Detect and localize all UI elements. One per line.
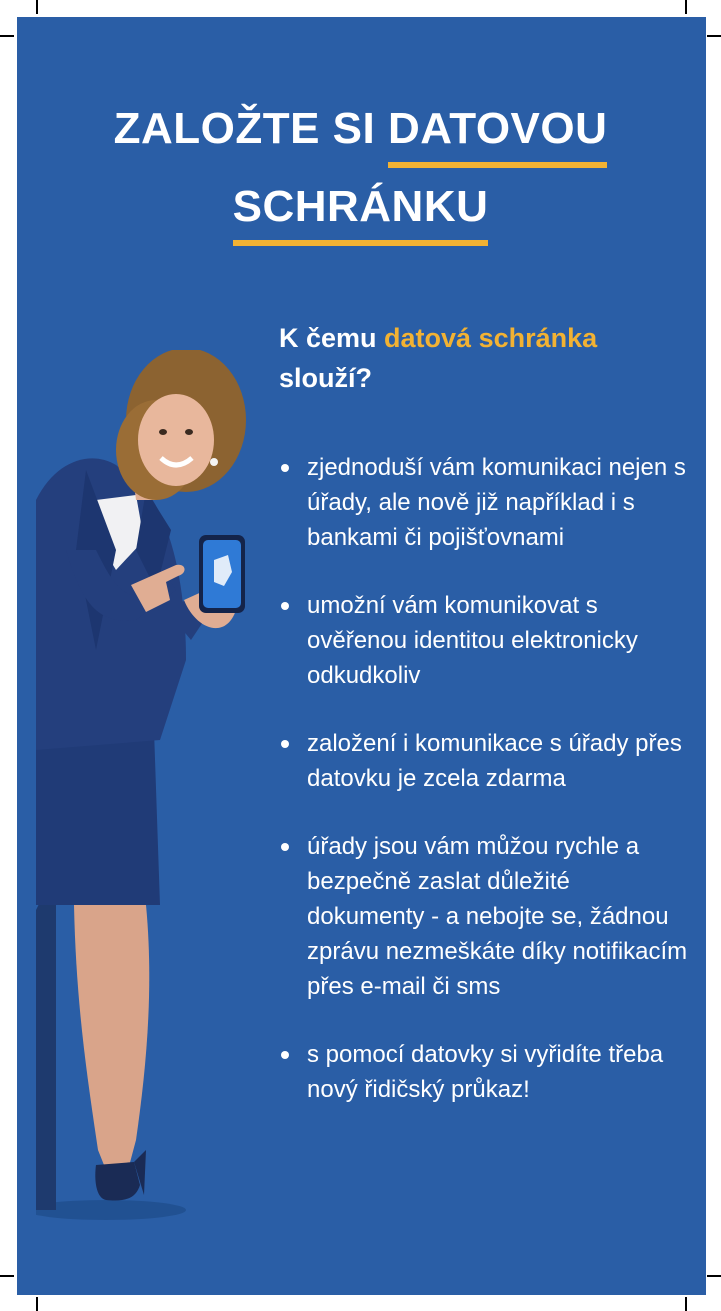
title-underlined-word: SCHRÁNKU [232, 182, 489, 231]
heading-text: K čemu [279, 323, 385, 353]
crop-mark [0, 1275, 14, 1277]
woman-with-phone-illustration [36, 350, 251, 1230]
title-line-1 [0, 104, 721, 154]
list-item: s pomocí datovky si vyřidíte třeba nový řidičský průkaz! [279, 1037, 689, 1107]
title-line-2 [0, 182, 721, 232]
title-plain-text: ZALOŽTE SI [113, 104, 388, 153]
crop-mark [36, 1297, 38, 1311]
list-item: zjednoduší vám komunikaci nejen s úřady, ale nově již například i s bankami či pojišťovnami [279, 450, 689, 555]
benefit-list [279, 450, 689, 1107]
heading-text-end: slouží? [279, 363, 372, 393]
crop-mark [685, 1297, 687, 1311]
crop-mark [685, 0, 687, 14]
list-item: umožní vám komunikovat s ověřenou identitou elektronicky odkudkoliv [279, 588, 689, 693]
list-item: úřady jsou vám můžou rychle a bezpečně zaslat důležité dokumenty - a nebojte se, žádnou zprávu nezmeškáte díky notifikacím přes e-mail či sms [279, 829, 689, 1004]
crop-mark [0, 35, 14, 37]
title-underlined-word: DATOVOU [387, 104, 608, 153]
list-item: založení i komunikace s úřady přes datovku je zcela zdarma [279, 726, 689, 796]
section-heading [279, 318, 679, 398]
heading-accent-text: datová schránka [384, 323, 598, 353]
crop-mark [36, 0, 38, 14]
crop-mark [707, 1275, 721, 1277]
crop-mark [707, 35, 721, 37]
